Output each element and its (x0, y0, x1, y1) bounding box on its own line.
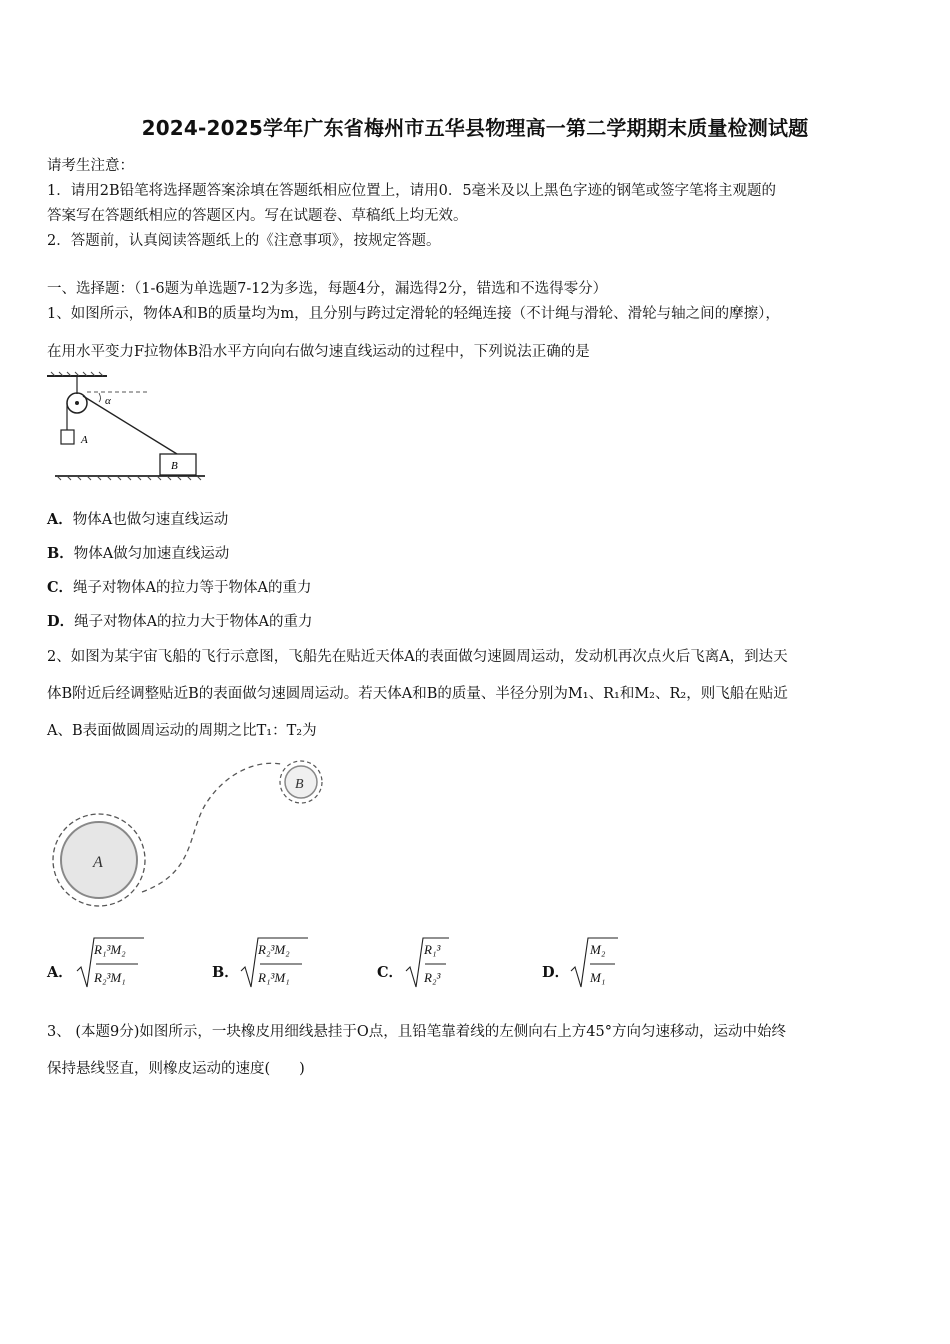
question-2-text-line-2: 体B附近后经调整贴近B的表面做匀速圆周运动。若天体A和B的质量、半径分别为M₁、R₁和M₂、R₂，则飞船在贴近 (47, 686, 788, 702)
question-1-option-a[interactable]: A．物体A也做匀速直线运动 (47, 511, 229, 528)
question-2-text-line-1: 2、如图为某宇宙飞船的飞行示意图，飞船先在贴近天体A的表面做匀速圆周运动，发动机再次点火后飞离A，到达天 (47, 649, 788, 665)
page-title: 2024-2025学年广东省梅州市五华县物理高一第二学期期末质量检测试题 (141, 116, 809, 140)
figure-label-a: A (81, 434, 88, 446)
option-c-denominator: R₂³ (424, 970, 441, 985)
notice-item-2: 2．答题前，认真阅读答题纸上的《注意事项》，按规定答题。 (47, 233, 441, 249)
question-1-text-line-1: 1、如图所示，物体A和B的质量均为m，且分别与跨过定滑轮的轻绳连接（不计绳与滑轮、滑轮与轴之间的摩擦）， (47, 306, 780, 322)
question-2-option-d[interactable]: D． (542, 964, 570, 981)
question-1-text-line-2: 在用水平变力F拉物体B沿水平方向向右做匀速直线运动的过程中，下列说法正确的是 (47, 344, 590, 360)
option-c-numerator: R₁³ (424, 942, 441, 957)
section-1-header: 一、选择题：（1-6题为单选题7-12为多选，每题4分，漏选得2分，错选和不选得零分） (47, 281, 608, 297)
question-1-figure (47, 372, 207, 487)
option-d-denominator: M₁ (590, 970, 606, 985)
figure-label-alpha: α (105, 395, 111, 407)
question-2-option-a[interactable]: A． (47, 964, 73, 981)
question-3-text-line-2: 保持悬线竖直，则橡皮运动的速度( ) (47, 1061, 305, 1077)
notice-item-1-line-1: 1．请用2B铅笔将选择题答案涂填在答题纸相应位置上，请用0．5毫米及以上黑色字迹的钢笔或签字笔将主观题的 (47, 183, 777, 199)
question-1-option-c[interactable]: C．绳子对物体A的拉力等于物体A的重力 (47, 579, 312, 596)
figure-label-b: B (171, 460, 178, 472)
option-a-numerator: R₁³M₂ (94, 942, 126, 957)
figure-label-planet-b: B (295, 777, 304, 792)
option-d-numerator: M₂ (590, 942, 606, 957)
question-2-option-b[interactable]: B． (212, 964, 239, 981)
notice-item-1-line-2: 答案写在答题纸相应的答题区内。写在试题卷、草稿纸上均无效。 (47, 208, 468, 224)
question-1-option-b[interactable]: B．物体A做匀加速直线运动 (47, 545, 230, 562)
option-b-denominator: R₁³M₁ (258, 970, 290, 985)
question-2-figure (47, 752, 347, 917)
figure-label-planet-a: A (93, 854, 103, 871)
question-2-option-c[interactable]: C． (377, 964, 404, 981)
option-a-denominator: R₂³M₁ (94, 970, 126, 985)
question-2-text-line-3: A、B表面做圆周运动的周期之比T₁：T₂为 (47, 723, 317, 739)
option-b-numerator: R₂³M₂ (258, 942, 290, 957)
question-3-text-line-1: 3、 (本题9分)如图所示，一块橡皮用细线悬挂于O点，且铅笔靠着线的左侧向右上方45°方向匀速移动，运动中始终 (47, 1024, 786, 1040)
notice-header: 请考生注意： (47, 158, 134, 174)
question-1-option-d[interactable]: D．绳子对物体A的拉力大于物体A的重力 (47, 613, 313, 630)
